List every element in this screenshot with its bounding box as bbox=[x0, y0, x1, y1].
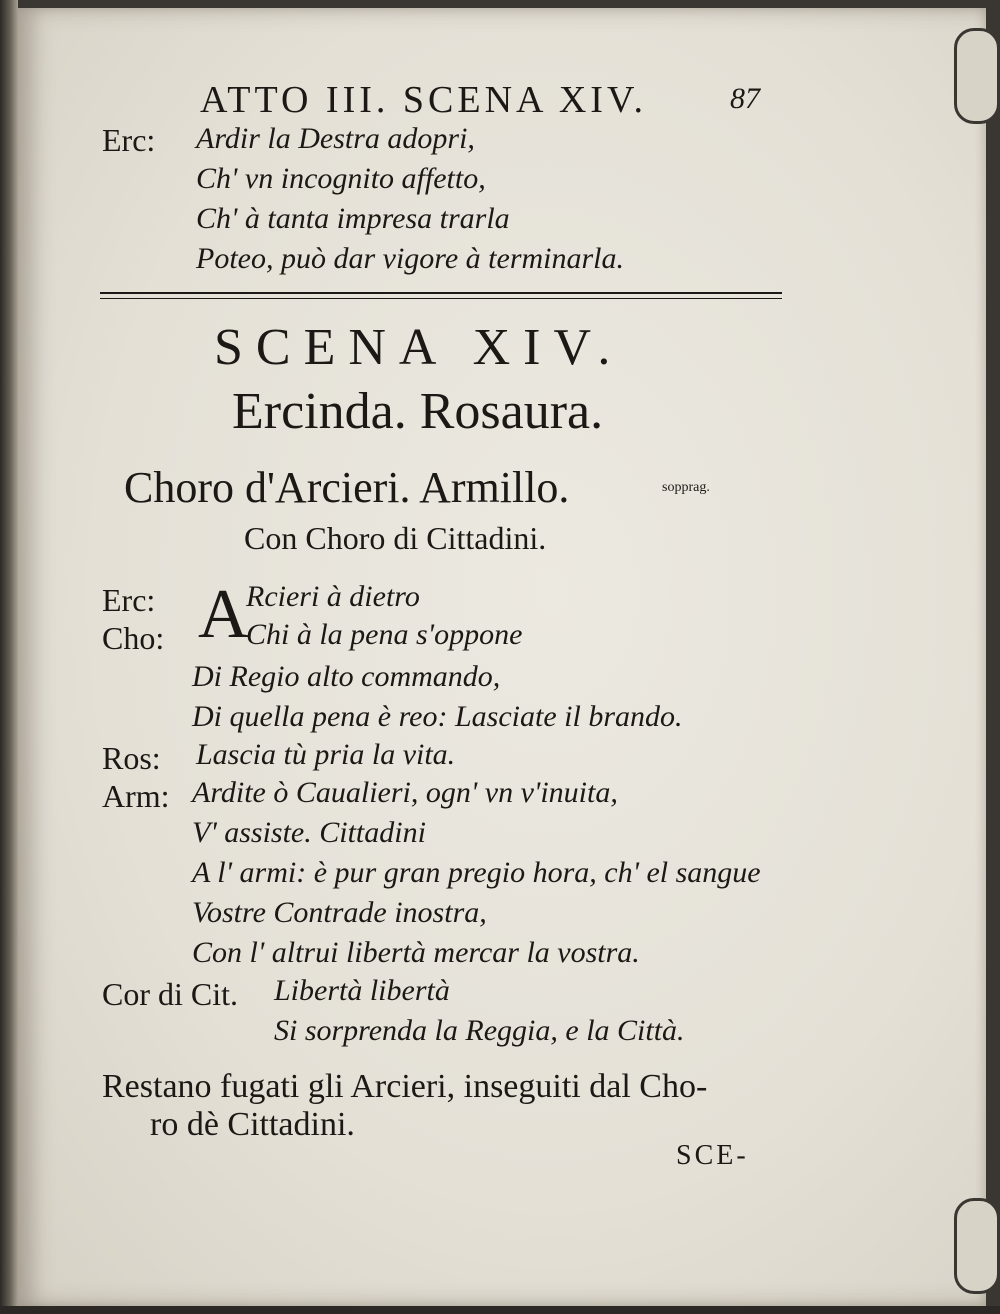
page-number: 87 bbox=[730, 82, 760, 115]
verse-line: Poteo, può dar vigore à terminarla. bbox=[196, 242, 625, 275]
speaker-label: Cor di Cit. bbox=[102, 976, 239, 1012]
catchword: SCE- bbox=[676, 1140, 749, 1171]
binder-hole-top bbox=[954, 28, 1000, 124]
verse-line: Di quella pena è reo: Lasciate il brando. bbox=[192, 700, 683, 733]
verse-line: Ch' vn incognito affetto, bbox=[196, 162, 486, 195]
verse-line: Vostre Contrade inostra, bbox=[192, 896, 487, 929]
verse-line: Ardir la Destra adopri, bbox=[196, 122, 475, 155]
sopprag-note: sopprag. bbox=[662, 480, 710, 495]
stage-direction-line: ro dè Cittadini. bbox=[150, 1106, 355, 1143]
scene-chorus-2: Con Choro di Cittadini. bbox=[244, 520, 547, 556]
verse-line: Si sorprenda la Reggia, e la Città. bbox=[274, 1014, 685, 1047]
binding-edge bbox=[0, 0, 18, 1314]
speaker-label: Ros: bbox=[102, 740, 161, 776]
section-rule bbox=[100, 292, 782, 294]
stage-direction-line: Restano fugati gli Arcieri, inseguiti dal Cho- bbox=[102, 1068, 708, 1105]
speaker-label: Cho: bbox=[102, 620, 165, 656]
verse-line: Libertà libertà bbox=[274, 974, 450, 1007]
speaker-label: Erc: bbox=[102, 122, 156, 158]
verse-line: V' assiste. Cittadini bbox=[192, 816, 426, 849]
verse-line: Chi à la pena s'oppone bbox=[246, 618, 523, 651]
drop-cap: A bbox=[198, 576, 249, 653]
verse-line: Ch' à tanta impresa trarla bbox=[196, 202, 510, 235]
verse-line: A l' armi: è pur gran pregio hora, ch' el sangue bbox=[192, 856, 761, 889]
verse-line: Rcieri à dietro bbox=[246, 580, 420, 613]
section-rule bbox=[100, 298, 782, 299]
verse-line: Con l' altrui libertà mercar la vostra. bbox=[192, 936, 640, 969]
speaker-label: Arm: bbox=[102, 778, 170, 814]
running-title: ATTO III. SCENA XIV. bbox=[200, 79, 647, 121]
verse-line: Di Regio alto commando, bbox=[192, 660, 501, 693]
binder-hole-bottom bbox=[954, 1198, 1000, 1294]
verse-line: Lascia tù pria la vita. bbox=[196, 738, 456, 771]
verse-line: Ardite ò Caualieri, ogn' vn v'inuita, bbox=[192, 776, 618, 809]
bottom-edge bbox=[0, 1306, 1000, 1314]
scene-title: SCENA XIV. bbox=[214, 319, 624, 376]
scene-characters: Ercinda. Rosaura. bbox=[232, 383, 604, 440]
speaker-label: Erc: bbox=[102, 582, 156, 618]
scene-chorus: Choro d'Arcieri. Armillo. bbox=[124, 463, 570, 512]
